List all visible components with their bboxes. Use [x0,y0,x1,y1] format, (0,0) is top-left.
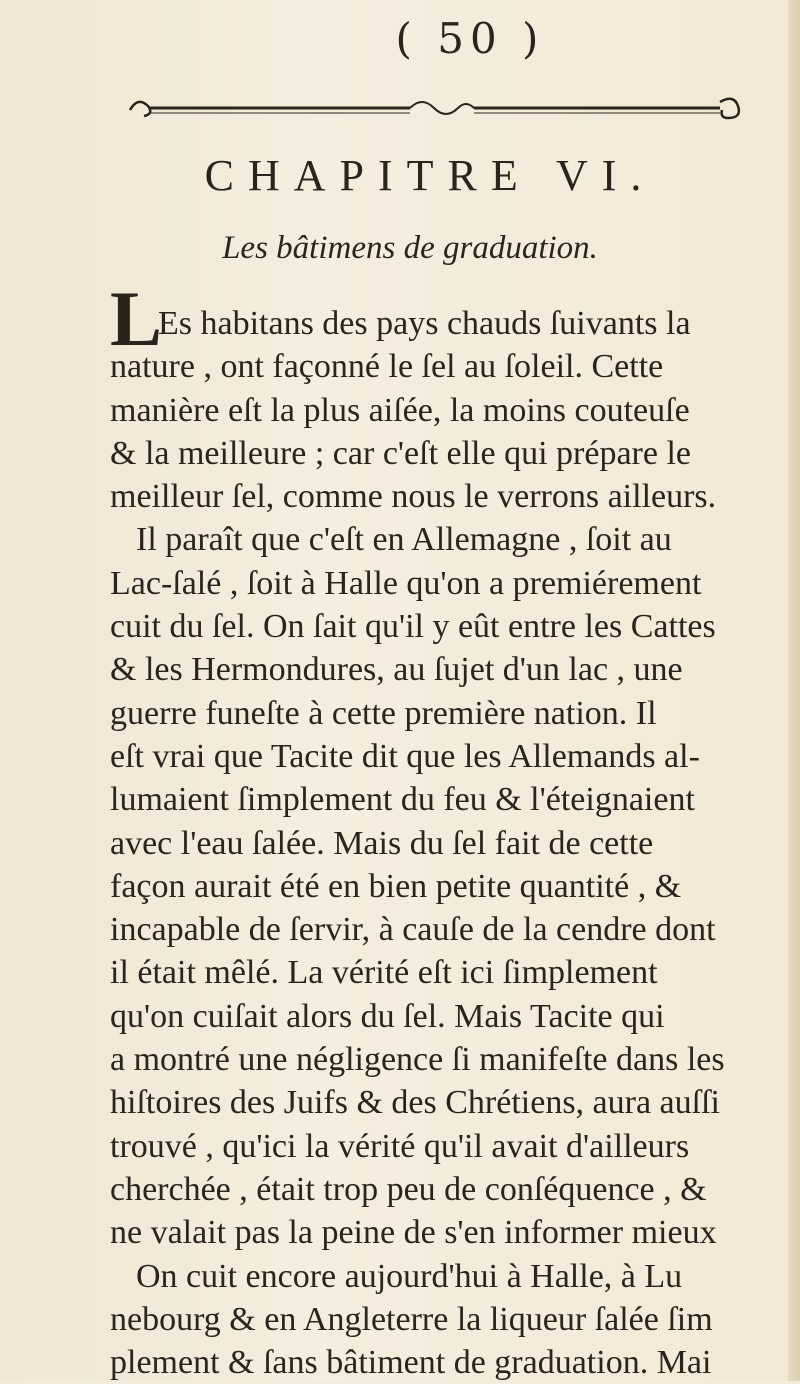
text-line: trouvé , qu'ici la vérité qu'il avait d'ailleurs [110,1127,690,1165]
text-line: façon aurait été en bien petite quantité , & [110,867,682,905]
text-line: meilleur ſel, comme nous le verrons ailleurs. [110,478,717,516]
text-line: avec l'eau ſalée. Mais du ſel fait de cette [110,824,654,862]
text-line: nature , ont façonné le ſel au ſoleil. Cette [110,348,664,386]
text-line: incapable de ſervir, à cauſe de la cendre dont [110,911,716,949]
text-line: & les Hermondures, au ſujet d'un lac , une [110,651,683,689]
text-line: manière eſt la plus aiſée, la moins couteuſe [110,391,690,429]
page-number: ( 50 ) [395,14,545,63]
text-line: guerre funeſte à cette première nation. Il [110,694,657,732]
text-line [110,275,800,362]
text-line: On cuit encore aujourd'hui à Halle, à Lu [136,1257,683,1295]
text-line: & la meilleure ; car c'eſt elle qui prépare le [110,434,691,472]
text-line: il était mêlé. La vérité eſt ici ſimplement [110,954,658,992]
text-line: Lac-ſalé , ſoit à Halle qu'on a premiérement [110,564,702,602]
text-line: cuit du ſel. On ſait qu'il y eût entre les Cattes [110,608,716,646]
text-line: a montré une négligence ſi manifeſte dans les [110,1041,725,1079]
text-line-content: Es habitans des pays chauds ſuivants la [158,305,691,342]
ornament-divider [120,92,760,122]
body-text [110,275,800,1384]
text-line: qu'on cuiſait alors du ſel. Mais Tacite qui [110,997,665,1035]
text-line: ne valait pas la peine de s'en informer mieux [110,1214,717,1252]
text-line: lumaient ſimplement du feu & l'éteignaient [110,781,695,819]
text-line: cherchée , était trop peu de conſéquence , & [110,1170,707,1208]
text-line: Il paraît que c'eſt en Allemagne , ſoit au [136,521,672,559]
text-line: hiſtoires des Juifs & des Chrétiens, aura auſſi [110,1084,720,1122]
text-line: eſt vrai que Tacite dit que les Allemands al- [110,737,700,775]
drop-cap: L [110,275,163,362]
chapter-subtitle: Les bâtimens de graduation. [222,230,598,266]
text-line: nebourg & en Angleterre la liqueur ſalée ſim [110,1300,713,1338]
chapter-title: CHAPITRE VI. [204,151,656,200]
text-line: plement & ſans bâtiment de graduation. Mai [110,1344,712,1382]
page-edge [788,0,800,1381]
